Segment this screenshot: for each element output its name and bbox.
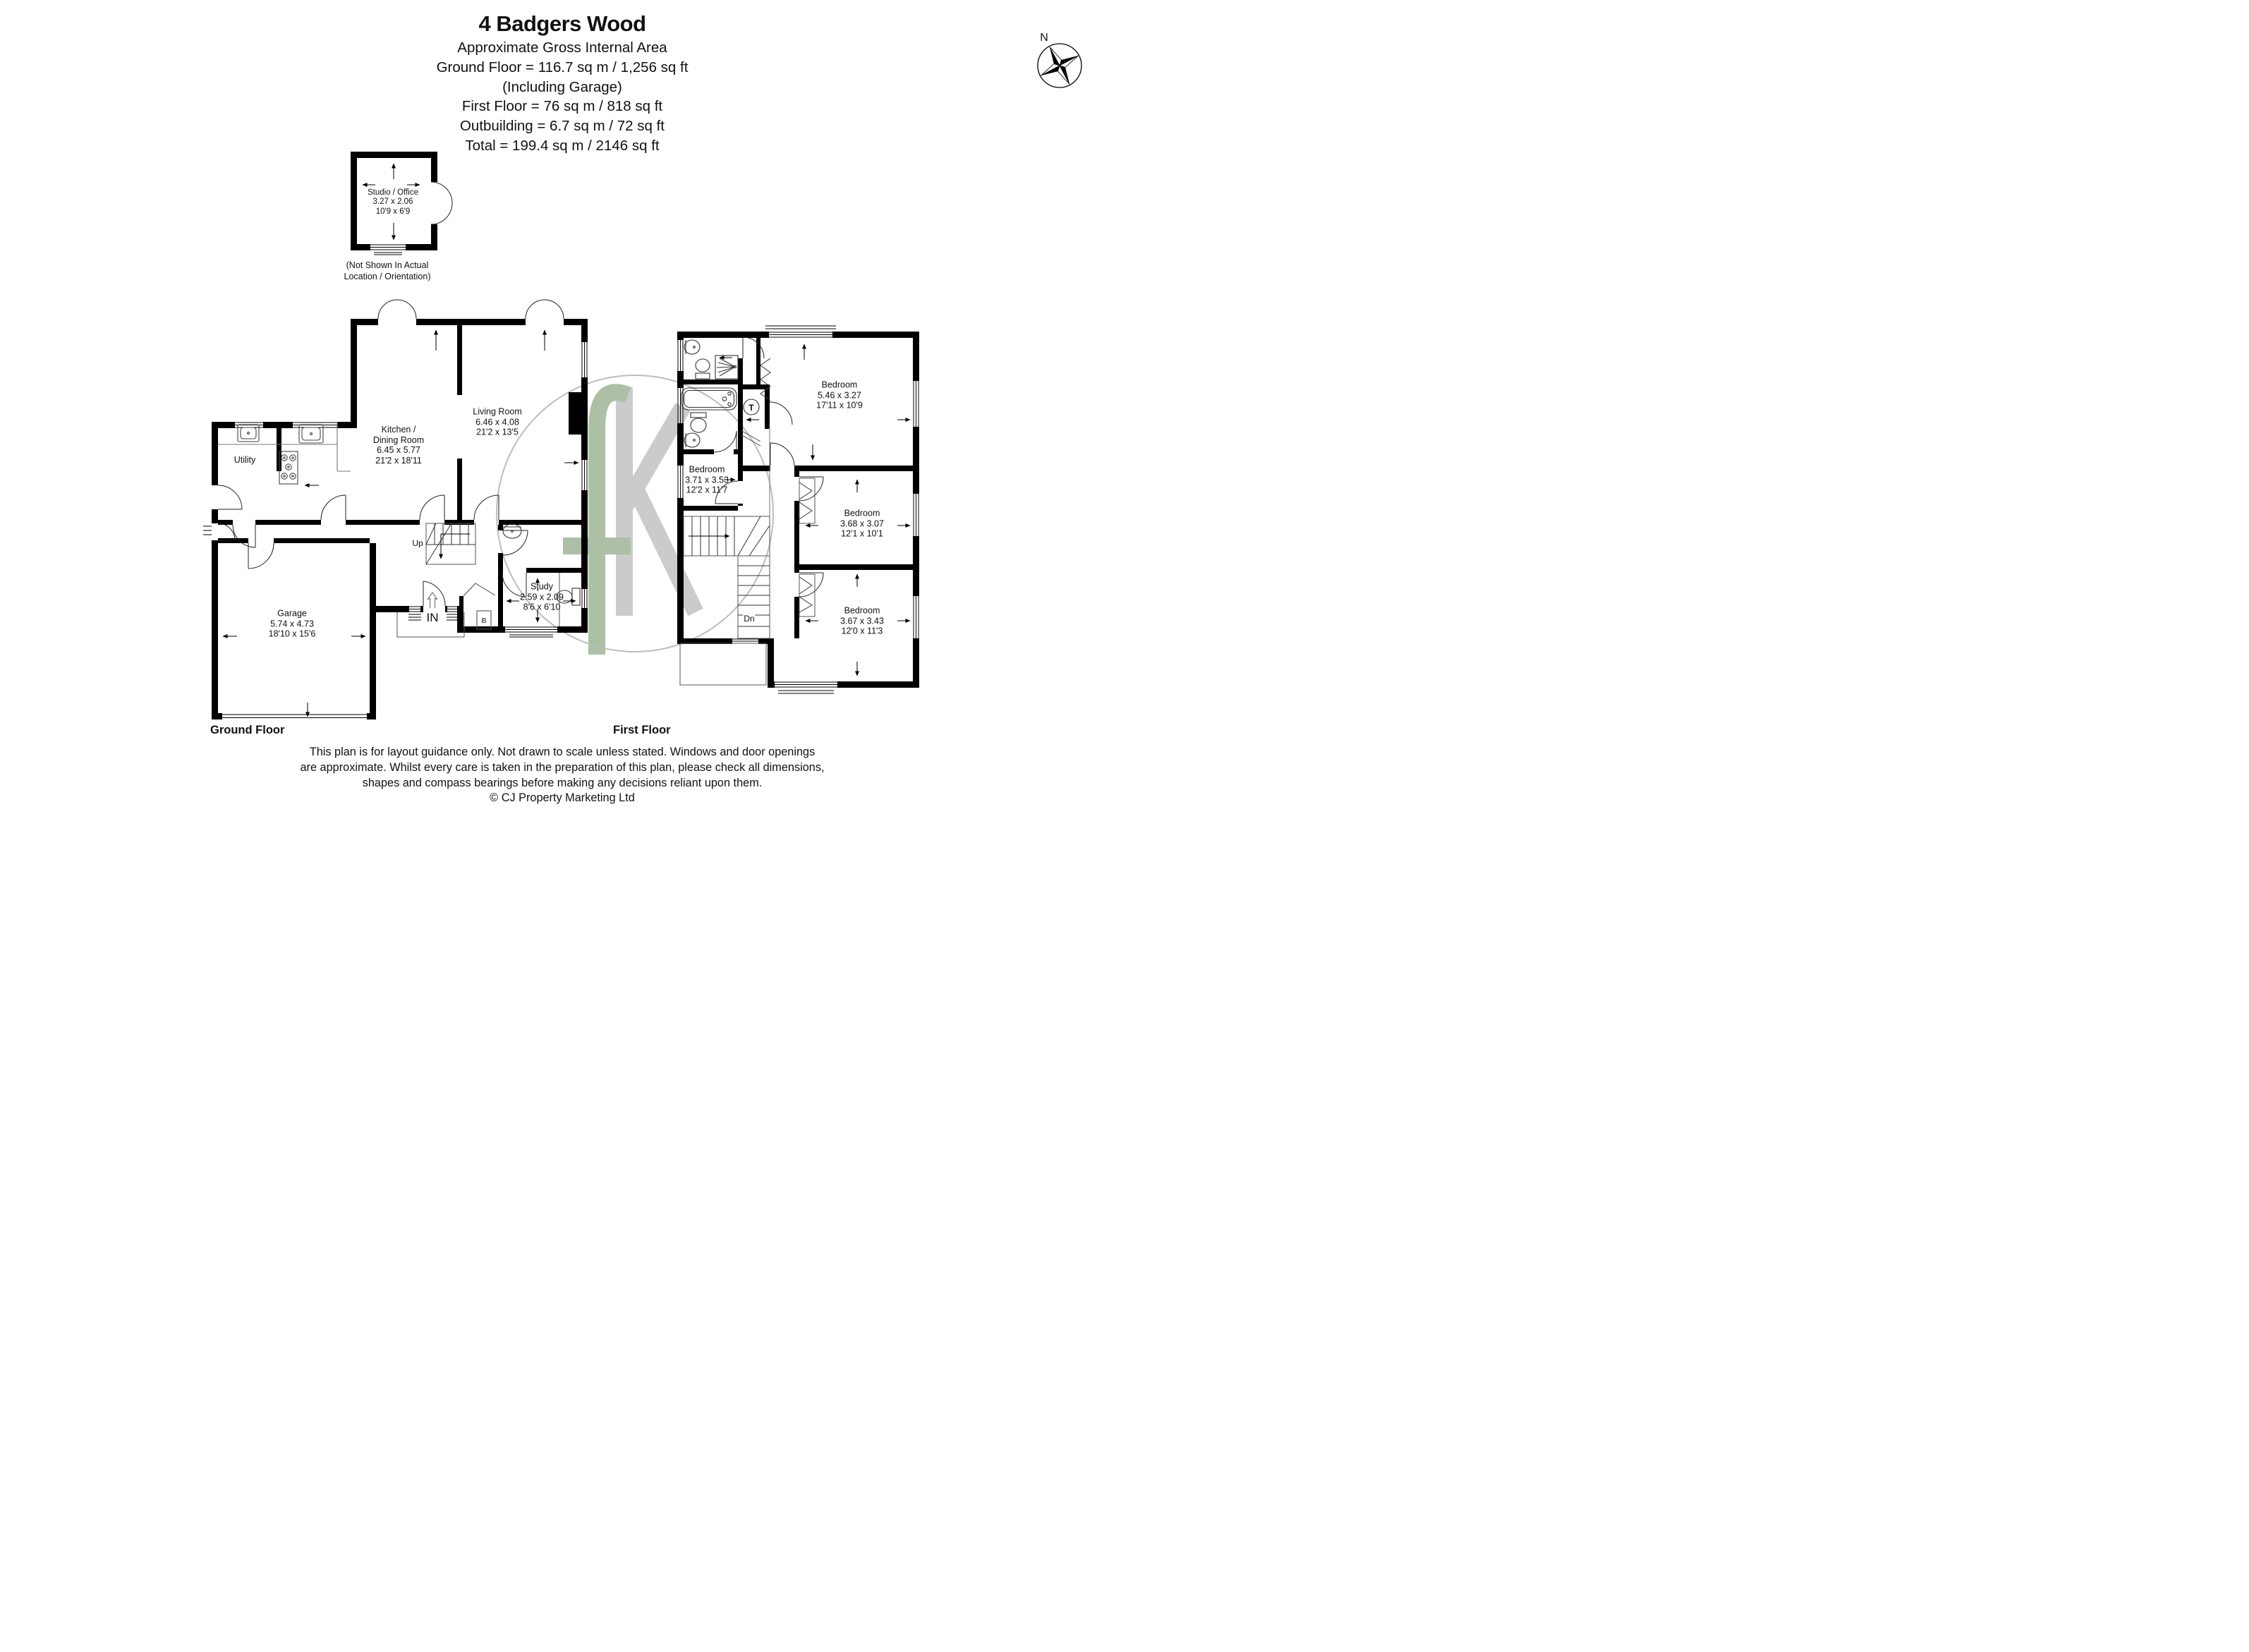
room-label-bedroom4 (685, 464, 729, 495)
area-line-first: First Floor = 76 sq m / 818 sq ft (461, 98, 663, 115)
bedroom1-imperial: 17'11 x 10'9 (816, 400, 863, 411)
bathroom-fixtures (681, 340, 759, 447)
kitchen-metric: 6.45 x 5.77 (377, 445, 420, 455)
floorplan-page (0, 0, 1124, 826)
disclaimer-line1: This plan is for layout guidance only. Not drawn to scale unless stated. Windows and door openings (309, 746, 816, 758)
study-imperial: 8'6 x 6'10 (523, 602, 561, 612)
room-label-studio-office (368, 188, 418, 217)
garage-imperial: 18'10 x 15'6 (268, 628, 316, 639)
entrance-arrow-icon (428, 593, 437, 608)
ground-floor-walls (212, 319, 588, 719)
studio-imperial: 10'9 x 6'9 (375, 207, 411, 216)
living-name: Living Room (473, 406, 522, 417)
disclaimer-line3: shapes and compass bearings before making any decisions reliant upon them. (362, 776, 763, 789)
living-imperial: 21'2 x 13'5 (476, 427, 519, 437)
kitchen-imperial: 21'2 x 18'11 (375, 455, 422, 466)
room-label-study (520, 581, 564, 612)
kitchen-name-line1: Kitchen / (381, 425, 416, 435)
area-line-ground: Ground Floor = 116.7 sq m / 1,256 sq ft (436, 59, 689, 75)
stairs-up (426, 523, 475, 564)
first-floor-label: First Floor (613, 724, 671, 736)
room-label-utility (234, 455, 256, 466)
entrance-in-label: IN (426, 611, 439, 624)
stairs-up-label: Up (412, 538, 423, 548)
outbuilding-double-door (431, 182, 452, 224)
room-label-bedroom1 (816, 379, 863, 411)
bedroom2-name: Bedroom (844, 508, 880, 518)
ground-floor-windows (203, 342, 587, 718)
bedroom4-metric: 3.71 x 3.53 (685, 474, 729, 485)
outbuilding-note-line1: (Not Shown In Actual (346, 260, 429, 270)
outbuilding-note (344, 260, 431, 283)
subtitle: Approximate Gross Internal Area (457, 40, 667, 56)
area-line-total: Total = 199.4 sq m / 2146 sq ft (465, 137, 660, 154)
outbuilding-note-line2: Location / Orientation) (344, 272, 431, 281)
disclaimer-line2: are approximate. Whilst every care is taken in the preparation of this plan, please check all dimensions, (300, 760, 825, 774)
area-line-garage: (Including Garage) (502, 78, 622, 95)
room-label-bedroom2 (840, 508, 884, 539)
bedroom3-imperial: 12'0 x 11'3 (841, 626, 883, 636)
bedroom1-name: Bedroom (821, 379, 858, 390)
compass-north-label: N (1040, 32, 1048, 44)
ground-floor-label: Ground Floor (210, 724, 285, 736)
bedroom1-metric: 5.46 x 3.27 (818, 389, 861, 400)
living-metric: 6.46 x 4.08 (475, 416, 519, 427)
studio-metric: 3.27 x 2.06 (372, 198, 413, 207)
kitchen-fixtures (218, 422, 351, 484)
studio-name: Studio / Office (367, 188, 419, 198)
room-label-garage (269, 608, 316, 639)
title-block (0, 0, 1124, 155)
garage-name: Garage (277, 608, 307, 619)
study-metric: 2.59 x 2.09 (520, 591, 564, 602)
copyright-line: © CJ Property Marketing Ltd (490, 791, 635, 805)
bedroom3-metric: 3.67 x 3.43 (840, 615, 884, 626)
tank-label: T (748, 403, 754, 413)
watermark-logo (497, 375, 773, 655)
area-line-outbuilding: Outbuilding = 6.7 sq m / 72 sq ft (459, 117, 665, 134)
bedroom4-name: Bedroom (689, 464, 725, 475)
bedroom2-imperial: 12'1 x 10'1 (841, 528, 883, 539)
bedroom3-name: Bedroom (844, 605, 880, 616)
disclaimer (0, 745, 1124, 806)
stairs-dn-label: Dn (744, 614, 755, 624)
bedroom2-metric: 3.68 x 3.07 (840, 518, 884, 528)
boiler-label: B (481, 617, 487, 625)
ground-floor-plan (203, 300, 588, 719)
room-label-kitchen (373, 425, 424, 466)
bedroom4-imperial: 12'2 x 11'7 (686, 485, 728, 495)
outbuilding-window (370, 245, 406, 255)
study-name: Study (531, 581, 553, 592)
garage-metric: 5.74 x 4.73 (270, 618, 314, 628)
kitchen-name-line2: Dining Room (372, 435, 425, 445)
page-title: 4 Badgers Wood (478, 11, 646, 36)
flat-roof-outline (680, 643, 766, 685)
room-label-living (473, 406, 521, 437)
room-label-bedroom3 (840, 605, 884, 636)
utility-name: Utility (234, 454, 256, 465)
